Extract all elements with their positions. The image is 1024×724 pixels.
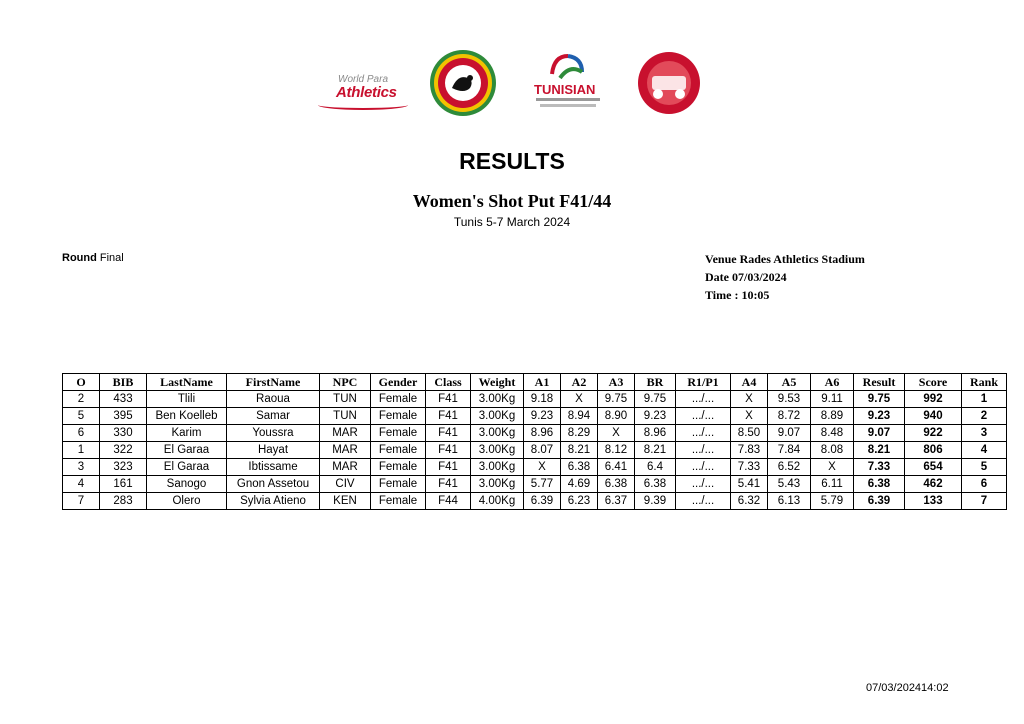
table-cell: X [561,391,598,408]
table-cell: F41 [426,425,471,442]
table-cell: 3 [962,425,1007,442]
table-cell: 654 [905,459,962,476]
swoosh-icon [318,100,408,110]
time-line: Time : 10:05 [705,288,770,302]
round-info [62,252,124,264]
table-cell: F41 [426,476,471,493]
venue-block [705,250,865,304]
column-header: A5 [768,374,811,391]
table-cell: Ben Koelleb [147,408,227,425]
table-cell: .../... [676,408,731,425]
logo-subline [540,104,596,107]
table-cell: 1 [63,442,100,459]
table-cell: Female [371,408,426,425]
table-cell: 922 [905,425,962,442]
table-cell: 8.48 [811,425,854,442]
header-row [63,374,1007,391]
table-row [63,493,1007,510]
table-cell: 8.72 [768,408,811,425]
table-cell: 9.18 [524,391,561,408]
table-row [63,425,1007,442]
table-cell: 9.53 [768,391,811,408]
table-cell: 6.38 [561,459,598,476]
table-cell: Karim [147,425,227,442]
table-cell: Olero [147,493,227,510]
table-cell: El Garaa [147,442,227,459]
column-header: Gender [371,374,426,391]
table-cell: 8.50 [731,425,768,442]
table-cell: Samar [227,408,320,425]
table-cell: 9.23 [854,408,905,425]
table-cell: 9.23 [524,408,561,425]
table-cell: Ibtissame [227,459,320,476]
table-cell: 323 [100,459,147,476]
table-cell: 8.90 [598,408,635,425]
table-cell: Youssra [227,425,320,442]
table-cell: 8.21 [561,442,598,459]
table-cell: 9.07 [854,425,905,442]
results-body [63,391,1007,510]
table-row [63,391,1007,408]
event-emblem-icon [636,50,702,116]
table-cell: 7.33 [731,459,768,476]
table-cell: 3 [63,459,100,476]
event-dates: Tunis 5-7 March 2024 [453,215,571,229]
agitos-icon [530,48,606,82]
table-cell: 4 [962,442,1007,459]
table-cell: Sanogo [147,476,227,493]
column-header: FirstName [227,374,320,391]
table-cell: .../... [676,493,731,510]
table-cell: Female [371,391,426,408]
table-cell: 3.00Kg [471,425,524,442]
table-cell: 9.75 [598,391,635,408]
table-cell: 133 [905,493,962,510]
column-header: A1 [524,374,561,391]
table-cell: 7 [962,493,1007,510]
table-cell: .../... [676,425,731,442]
column-header: R1/P1 [676,374,731,391]
table-cell: 8.89 [811,408,854,425]
table-cell: Female [371,442,426,459]
table-cell: 3.00Kg [471,442,524,459]
table-cell: F41 [426,459,471,476]
table-cell: X [731,391,768,408]
table-cell: 8.94 [561,408,598,425]
column-header: A4 [731,374,768,391]
table-cell: Female [371,425,426,442]
table-cell: 462 [905,476,962,493]
table-cell: .../... [676,442,731,459]
table-cell: 3.00Kg [471,408,524,425]
table-cell: .../... [676,391,731,408]
table-cell: 3.00Kg [471,476,524,493]
table-cell: Female [371,493,426,510]
print-timestamp: 07/03/202414:02 [866,682,949,694]
table-row [63,408,1007,425]
column-header: Weight [471,374,524,391]
table-cell: 6 [63,425,100,442]
column-header: O [63,374,100,391]
logo-word: TUNISIAN [534,82,596,97]
table-cell: 6.39 [524,493,561,510]
ring-emblem-icon [428,48,498,118]
column-header: NPC [320,374,371,391]
table-cell: 6.39 [854,493,905,510]
table-cell: Raoua [227,391,320,408]
tunisian-paralympic-logo [530,48,606,124]
table-cell: 433 [100,391,147,408]
table-row [63,459,1007,476]
table-cell: 6.38 [854,476,905,493]
table-cell: 8.08 [811,442,854,459]
venue-line: Venue Rades Athletics Stadium [705,252,865,266]
table-cell: 161 [100,476,147,493]
table-cell: Hayat [227,442,320,459]
table-row [63,476,1007,493]
table-cell: 9.75 [635,391,676,408]
table-cell: X [811,459,854,476]
table-cell: 6.37 [598,493,635,510]
table-cell: 4 [63,476,100,493]
table-cell: 8.07 [524,442,561,459]
column-header: A6 [811,374,854,391]
table-cell: 5.77 [524,476,561,493]
table-cell: 2 [962,408,1007,425]
table-cell: 2 [63,391,100,408]
table-cell: 9.11 [811,391,854,408]
table-cell: 6.52 [768,459,811,476]
table-cell: 6.32 [731,493,768,510]
table-cell: Female [371,459,426,476]
column-header: LastName [147,374,227,391]
table-cell: 5.43 [768,476,811,493]
table-cell: 9.07 [768,425,811,442]
table-cell: 6.11 [811,476,854,493]
table-cell: KEN [320,493,371,510]
table-cell: Tlili [147,391,227,408]
tunis-grand-prix-logo [636,50,702,116]
table-cell: 3.00Kg [471,391,524,408]
table-cell: 8.21 [635,442,676,459]
table-cell: 5.41 [731,476,768,493]
table-cell: 8.96 [524,425,561,442]
table-cell: 4.00Kg [471,493,524,510]
column-header: Result [854,374,905,391]
column-header: BIB [100,374,147,391]
table-cell: F41 [426,391,471,408]
table-cell: Gnon Assetou [227,476,320,493]
column-header: BR [635,374,676,391]
table-cell: 283 [100,493,147,510]
round-value: Final [99,252,124,264]
table-cell: 940 [905,408,962,425]
table-cell: 5 [63,408,100,425]
table-cell: X [598,425,635,442]
table-cell: 8.21 [854,442,905,459]
logo-text-line2: Athletics [336,84,397,101]
table-cell: 6 [962,476,1007,493]
table-cell: Female [371,476,426,493]
table-cell: MAR [320,425,371,442]
logo-text-line1: World Para [338,74,389,85]
table-cell: 6.23 [561,493,598,510]
table-cell: F44 [426,493,471,510]
table-cell: 5.79 [811,493,854,510]
table-cell: F41 [426,408,471,425]
table-cell: 6.13 [768,493,811,510]
table-cell: El Garaa [147,459,227,476]
column-header: A3 [598,374,635,391]
column-header: A2 [561,374,598,391]
table-cell: TUN [320,391,371,408]
table-cell: 3.00Kg [471,459,524,476]
table-cell: 806 [905,442,962,459]
table-cell: 9.23 [635,408,676,425]
table-cell: Sylvia Atieno [227,493,320,510]
column-header: Class [426,374,471,391]
table-cell: 7 [63,493,100,510]
page-title: RESULTS [459,148,565,174]
table-cell: 9.75 [854,391,905,408]
column-header: Score [905,374,962,391]
table-cell: 6.38 [635,476,676,493]
logo-subline [536,98,600,101]
table-cell: 8.12 [598,442,635,459]
table-cell: 992 [905,391,962,408]
table-cell: MAR [320,459,371,476]
table-cell: 5 [962,459,1007,476]
table-cell: 1 [962,391,1007,408]
table-cell: F41 [426,442,471,459]
table-cell: 7.83 [731,442,768,459]
table-cell: 7.33 [854,459,905,476]
table-cell: 8.96 [635,425,676,442]
table-cell: MAR [320,442,371,459]
table-cell: 322 [100,442,147,459]
table-cell: 6.41 [598,459,635,476]
logo-strip [0,44,1024,124]
table-cell: 7.84 [768,442,811,459]
round-label: Round [62,252,97,264]
date-line: Date 07/03/2024 [705,270,787,284]
table-cell: X [524,459,561,476]
table-cell: CIV [320,476,371,493]
world-para-athletics-logo [312,52,412,112]
table-cell: 6.4 [635,459,676,476]
table-cell: 330 [100,425,147,442]
table-cell: 8.29 [561,425,598,442]
tunisia-circle-logo [428,48,498,118]
column-header: Rank [962,374,1007,391]
table-cell: TUN [320,408,371,425]
table-row [63,442,1007,459]
table-cell: 9.39 [635,493,676,510]
event-title: Women's Shot Put F41/44 [412,191,612,211]
table-cell: .../... [676,459,731,476]
table-cell: .../... [676,476,731,493]
table-cell: 6.38 [598,476,635,493]
results-table [62,373,1007,510]
table-cell: X [731,408,768,425]
table-cell: 4.69 [561,476,598,493]
table-cell: 395 [100,408,147,425]
